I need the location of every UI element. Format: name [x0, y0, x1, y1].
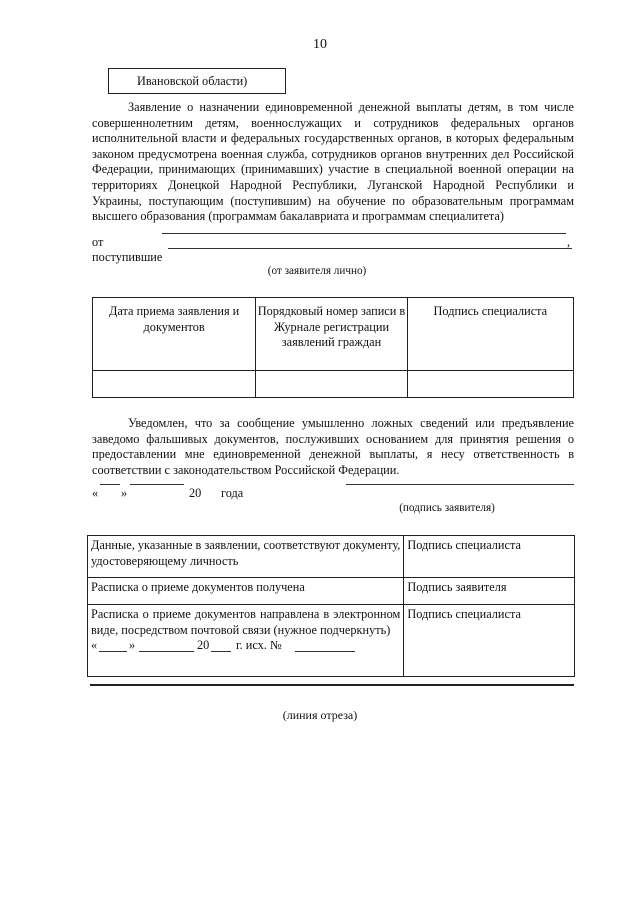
received-hint: (от заявителя лично): [267, 265, 367, 277]
header-receipt-date: Дата приема заявления и документов: [93, 298, 256, 371]
registration-table: [92, 297, 574, 398]
sent-quote-open: «: [91, 638, 98, 653]
receipt-sent-cell: [88, 605, 404, 677]
sent-year-prefix: 20: [197, 638, 210, 653]
identity-specialist-signature[interactable]: Подпись специалиста: [404, 536, 575, 578]
date-quote-open: «: [92, 486, 99, 500]
registration-table-header-row: [93, 298, 574, 371]
date-quote-close: »: [121, 486, 128, 500]
application-title-text: Заявление о назначении единовременной денежной выплаты детям, в том числе совершеннолетним детям, военнослужащих и сотрудников федеральных органов исполнительной власти и федеральных государственных органов, в которых федеральным законом предусмотрена военная служба, сотрудников органов внутренних дел Российской Федерации, принимающих (принимавших) участие в специальной военной операции на территориях Донецкой Народной Республики, Луганской Народной Республики и Украины, поступающим (поступившим) на обучение по образовательным программам высшего образования (программам бакалавриата и программам специалитета): [92, 100, 574, 224]
cell-receipt-date[interactable]: [93, 371, 256, 398]
header-specialist-signature: Подпись специалиста: [407, 298, 573, 371]
verification-table: [87, 535, 575, 677]
verification-row-sent: [88, 605, 575, 677]
sent-year-field[interactable]: [211, 638, 231, 652]
applicant-signature-hint: (подпись заявителя): [399, 502, 495, 514]
header-journal-number: Порядковый номер записи в Журнале регистрации заявлений граждан: [256, 298, 407, 371]
sent-month-field[interactable]: [139, 638, 194, 652]
liability-notice: [92, 416, 574, 478]
receipt-sent-text: Расписка о приеме документов направлена в электронном виде, посредством почтовой связи (нужное подчеркнуть): [91, 607, 401, 637]
sent-ref-number-field[interactable]: [295, 638, 355, 652]
date-day-field[interactable]: [100, 484, 120, 485]
region-box: Ивановской области): [108, 68, 286, 94]
page-number: 10: [313, 37, 327, 52]
received-field[interactable]: [168, 248, 572, 249]
cell-journal-number[interactable]: [256, 371, 407, 398]
date-year-prefix: 20: [189, 486, 202, 500]
liability-notice-text: Уведомлен, что за сообщение умышленно ложных сведений или предъявление заведомо фальшивых документов, послуживших основанием для принятия решения о предоставлении мне единовременной денежной выплаты, я несу ответственность в соответствии с законодательством Российской Федерации.: [92, 416, 574, 477]
cut-line: [90, 684, 574, 686]
receipt-sent-date: [91, 638, 400, 654]
identity-match-text: Данные, указанные в заявлении, соответствуют документу, удостоверяющему личность: [88, 536, 404, 578]
verification-row-identity: [88, 536, 575, 578]
sent-quote-close: »: [129, 638, 136, 653]
cell-specialist-signature[interactable]: [407, 371, 573, 398]
applicant-signature-field[interactable]: [346, 484, 574, 485]
registration-table-entry-row: [93, 371, 574, 398]
received-label: поступившие: [92, 250, 163, 264]
cut-line-label: (линия отреза): [282, 708, 358, 722]
sent-day-field[interactable]: [99, 638, 127, 652]
application-title: [92, 100, 574, 225]
from-label: от: [92, 235, 104, 249]
receipt-applicant-signature[interactable]: Подпись заявителя: [404, 578, 575, 605]
verification-row-receipt: [88, 578, 575, 605]
sent-specialist-signature[interactable]: Подпись специалиста: [404, 605, 575, 677]
from-field[interactable]: [162, 233, 566, 234]
sent-ref-label: г. исх. №: [236, 638, 282, 653]
receipt-received-text: Расписка о приеме документов получена: [88, 578, 404, 605]
date-month-field[interactable]: [130, 484, 184, 485]
from-comma: ,: [567, 235, 571, 249]
date-year-word: года: [221, 486, 244, 500]
